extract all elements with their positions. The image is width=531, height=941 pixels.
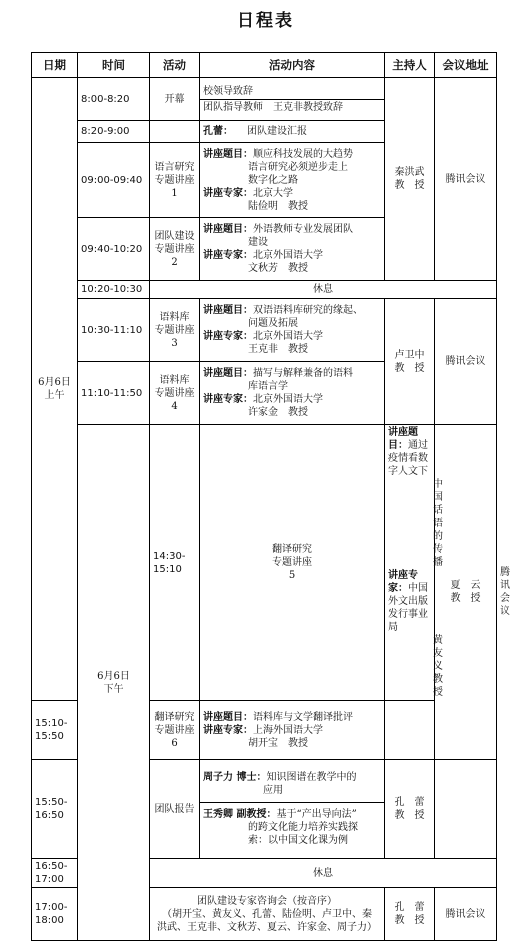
activity-cell	[150, 121, 200, 143]
activity-cell: 语料库 专题讲座 3	[150, 299, 200, 362]
header-date: 日期	[32, 53, 78, 78]
time-cell: 8:00-8:20	[78, 78, 150, 121]
content-cell: 讲座题目：外语教师专业发展团队 建设 讲座专家：北京外国语大学 文秋芳 教授	[200, 218, 385, 281]
schedule-table	[31, 52, 510, 941]
table-row	[32, 299, 497, 362]
content-cell: 周子力 博士：知识图谱在教学中的 应用 王秀卿 副教授：基于“产出导向法” 的跨文化能力培养实践探 索：以中国文化课为例	[200, 760, 385, 859]
content-cell: 校领导致辞 团队指导教师 王克非教授致辞	[200, 78, 385, 121]
time-cell: 09:00-09:40	[78, 143, 150, 218]
header-row	[32, 53, 497, 78]
content-cell: 讲座题目：描写与解释兼备的语料 库语言学 讲座专家：北京外国语大学 许家金 教授	[200, 362, 385, 425]
activity-cell: 语言研究 专题讲座 1	[150, 143, 200, 218]
venue-cell: 腾讯会议	[435, 299, 497, 425]
time-cell: 15:10-15:50	[32, 701, 78, 760]
content-cell: 讲座题目：通过疫情看数字人文下 中国话语的传播 讲座专家：中国外文出版发行事业局 黄友义 教授	[385, 425, 435, 701]
page-title: 日程表	[237, 11, 294, 31]
header-host: 主持人	[385, 53, 435, 78]
header-content: 活动内容	[200, 53, 385, 78]
content-cell: 孔蕾： 团队建设汇报	[200, 121, 385, 143]
activity-cell: 翻译研究 专题讲座 6	[150, 701, 200, 760]
consult-cell: 团队建设专家咨询会（按音序） （胡开宝、黄友义、孔蕾、陆俭明、卢卫中、秦 洪武、王克非、文秋芳、夏云、许家金、周子力）	[150, 888, 385, 941]
venue-cell: 腾讯会议	[435, 888, 497, 941]
content-cell: 讲座题目：顺应科技发展的大趋势 语言研究必须逆步走上 数字化之路 讲座专家：北京大学 陆俭明 教授	[200, 143, 385, 218]
content-cell: 讲座题目：语料库与文学翻译批评 讲座专家：上海外国语大学 胡开宝 教授	[200, 701, 385, 760]
host-cell: 秦洪武 教 授	[385, 78, 435, 281]
content-cell: 讲座题目：双语语料库研究的缘起、 问题及拓展 讲座专家：北京外国语大学 王克非 教授	[200, 299, 385, 362]
header-venue: 会议地址	[435, 53, 497, 78]
activity-cell: 翻译研究 专题讲座 5	[200, 425, 385, 701]
activity-cell: 开幕	[150, 78, 200, 121]
time-cell: 8:20-9:00	[78, 121, 150, 143]
venue-cell: 腾讯会议	[435, 78, 497, 281]
table-row: 6月6日 下午 14:30-15:10 翻译研究 专题讲座 5 讲座题目：通过疫情看数字人文下 中国话语的传播 讲座专家：中国外文出版发行事业局 黄友义 教授 夏 云 教 授 腾讯会议	[32, 425, 497, 701]
header-time: 时间	[78, 53, 150, 78]
time-cell: 10:20-10:30	[78, 281, 150, 299]
venue-cell	[435, 760, 497, 859]
host-cell: 卢卫中 教 授	[385, 299, 435, 425]
break-cell: 休息	[150, 281, 497, 299]
date-morning: 6月6日 上午	[32, 78, 78, 701]
break-cell: 休息	[150, 859, 497, 888]
time-cell: 09:40-10:20	[78, 218, 150, 281]
table-row	[32, 281, 497, 299]
time-cell: 10:30-11:10	[78, 299, 150, 362]
activity-cell: 团队建设 专题讲座 2	[150, 218, 200, 281]
activity-cell: 语料库 专题讲座 4	[150, 362, 200, 425]
host-cell: 夏 云 教 授	[435, 425, 497, 760]
time-cell: 15:50-16:50	[32, 760, 78, 859]
host-cell: 孔 蕾 教 授	[385, 888, 435, 941]
time-cell: 16:50-17:00	[32, 859, 78, 888]
activity-cell: 团队报告	[150, 760, 200, 859]
time-cell: 14:30-15:10	[150, 425, 200, 701]
time-cell: 17:00-18:00	[32, 888, 78, 941]
time-cell: 11:10-11:50	[78, 362, 150, 425]
host-cell: 孔 蕾 教 授	[385, 760, 435, 859]
date-afternoon: 6月6日 下午	[78, 425, 150, 941]
table-row	[32, 78, 497, 121]
header-activity: 活动	[150, 53, 200, 78]
